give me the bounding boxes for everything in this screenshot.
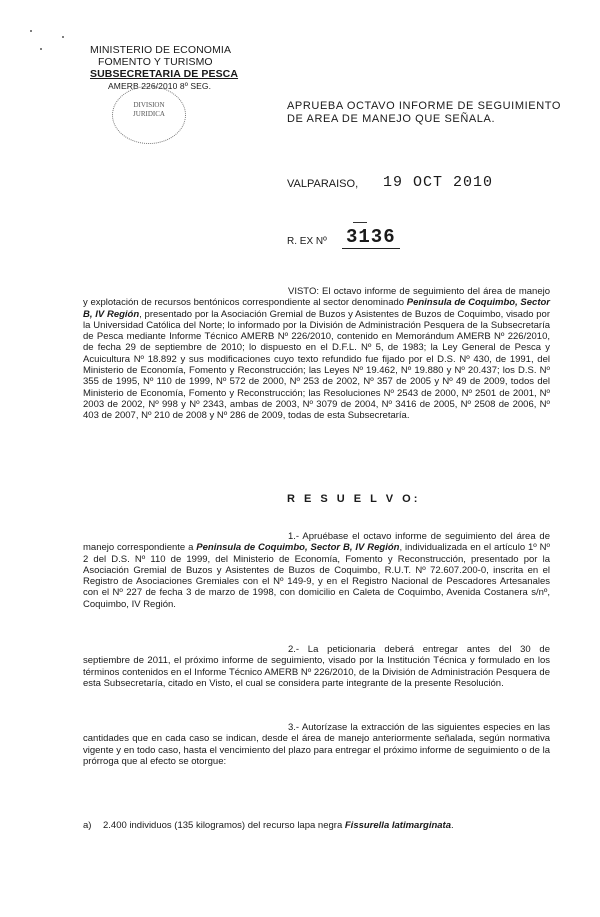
scan-speckle	[30, 30, 32, 32]
item-end: .	[451, 820, 454, 831]
stamp-line: JURIDICA	[133, 110, 165, 118]
resolution-point-2: 2.- La peticionaria deberá entregar antes del 30 de septiembre de 2011, el próximo informe de seguimiento, visado por la Institución Técnica y formulado en los términos contenidos en el Informe Técnico AMERB Nº 226/2010, de la División de Administración Pesquera de esta Subsecretaría, citado en Visto, el cual se considera parte integrante de la presente Resolución.	[83, 644, 550, 689]
ministry-subtitle: FOMENTO Y TURISMO	[98, 56, 213, 68]
visto-text: , presentado por la Asociación Gremial de Buzos y Asistentes de Buzos de Coquimbo, visado por la Universidad Católica del Norte; lo informado por la División de Administración Pesquera de la Subsecretaría de Pesca mediante Informe Técnico AMERB Nº 226/2010, contenido en Memorándum AMERB Nº 226/2010, de fecha 29 de septiembre de 2010; lo dispuesto en el D.F.L. Nº 5, de 1983; la Ley General de Pesca y Acuicultura Nº 18.892 y sus modificaciones cuyo texto refundido fue fijado por el D.S. Nº 430, de 1991, del Ministerio de Economía, Fomento y Reconstrucción; las Leyes Nº 19.462, Nº 19.880 y Nº 20.437; los D.S. Nº 355 de 1995, Nº 110 de 1999, Nº 572 de 2000, Nº 253 de 2002, Nº 357 de 2005 y Nº 49 de 2009, todos del Ministerio de Economía, Fomento y Reconstrucción; las Resoluciones Nº 2543 de 2000, Nº 2501 de 2001, Nº 2003 de 2002, Nº 998 y Nº 2343, ambas de 2003, Nº 3079 de 2004, Nº 3416 de 2005, Nº 2508 de 2006, Nº 403 de 2007, Nº 210 de 2008 y Nº 286 de 2009, todas de esta Subsecretaría.	[83, 308, 550, 422]
division-stamp	[112, 86, 186, 144]
scan-speckle	[40, 48, 42, 50]
point-text: 1.- Apruébase el octavo informe de seguimiento del área de manejo correspondiente a	[83, 531, 550, 554]
visto-sector-name: Peninsula de Coquimbo, Sector B, IV Región	[83, 297, 550, 320]
amerb-reference: AMERB 226/2010 8º SEG.	[108, 81, 212, 91]
species-item-a	[83, 820, 454, 831]
scan-speckle	[62, 36, 64, 38]
resolution-number: 3136	[342, 226, 400, 249]
item-label: a)	[83, 820, 92, 831]
item-text: 2.400 individuos (135 kilogramos) del recurso lapa negra	[103, 820, 345, 831]
stamp-line: DIVISION	[133, 101, 165, 109]
title-line: DE AREA DE MANEJO QUE SEÑALA.	[287, 113, 496, 125]
resolution-label: R. EX Nº	[287, 236, 327, 247]
point-text: , individualizada en el artículo 1º Nº 2 del D.S. Nº 110 de 1999, del Ministerio de Economía, Fomento y Reconstrucción, presentado por la Asociación Gremial de Buzos y Asistentes de Buzos de Coquimbo, R.U.T. Nº 72.607.200-0, inscrita en el Registro de Asociaciones Gremiales con el Nº 149-9, y en el Registro Nacional de Pescadores Artesanales con el Nº 227 de fecha 3 de marzo de 1998, con domicilio en Caleta de Coquimbo, Avenida Costanera s/nº, Coquimbo, IV Región.	[83, 542, 550, 610]
visto-label: VISTO:	[288, 286, 319, 297]
document-title	[287, 100, 561, 126]
resolution-point-3: 3.- Autorízase la extracción de las siguientes especies en las cantidades que en cada caso se indican, desde el área de manejo anteriormente señalada, según normativa vigente y en todo caso, hasta el vencimiento del plazo para entregar el próximo informe de seguimiento o de la prórroga que al efecto se otorgue:	[83, 722, 550, 767]
resolution-dash	[353, 222, 367, 223]
resuelvo-heading: R E S U E L V O:	[287, 493, 421, 505]
place: VALPARAISO,	[287, 178, 359, 190]
species-name: Fissurella latimarginata	[344, 820, 451, 831]
visto-paragraph	[83, 286, 550, 422]
point-sector-name: Peninsula de Coquimbo, Sector B, IV Región	[196, 542, 400, 554]
ministry-name: MINISTERIO DE ECONOMIA	[90, 44, 232, 56]
visto-text: El octavo informe de seguimiento del área de manejo y explotación de recursos bentónicos correspondiente al sector denominado	[83, 286, 550, 309]
title-line: APRUEBA OCTAVO INFORME DE SEGUIMIENTO	[287, 100, 562, 112]
date-stamp: 19 OCT 2010	[383, 174, 494, 191]
subsecretaria-name: SUBSECRETARIA DE PESCA	[90, 68, 239, 80]
resolution-point-1	[83, 531, 550, 610]
letterhead	[90, 44, 238, 92]
